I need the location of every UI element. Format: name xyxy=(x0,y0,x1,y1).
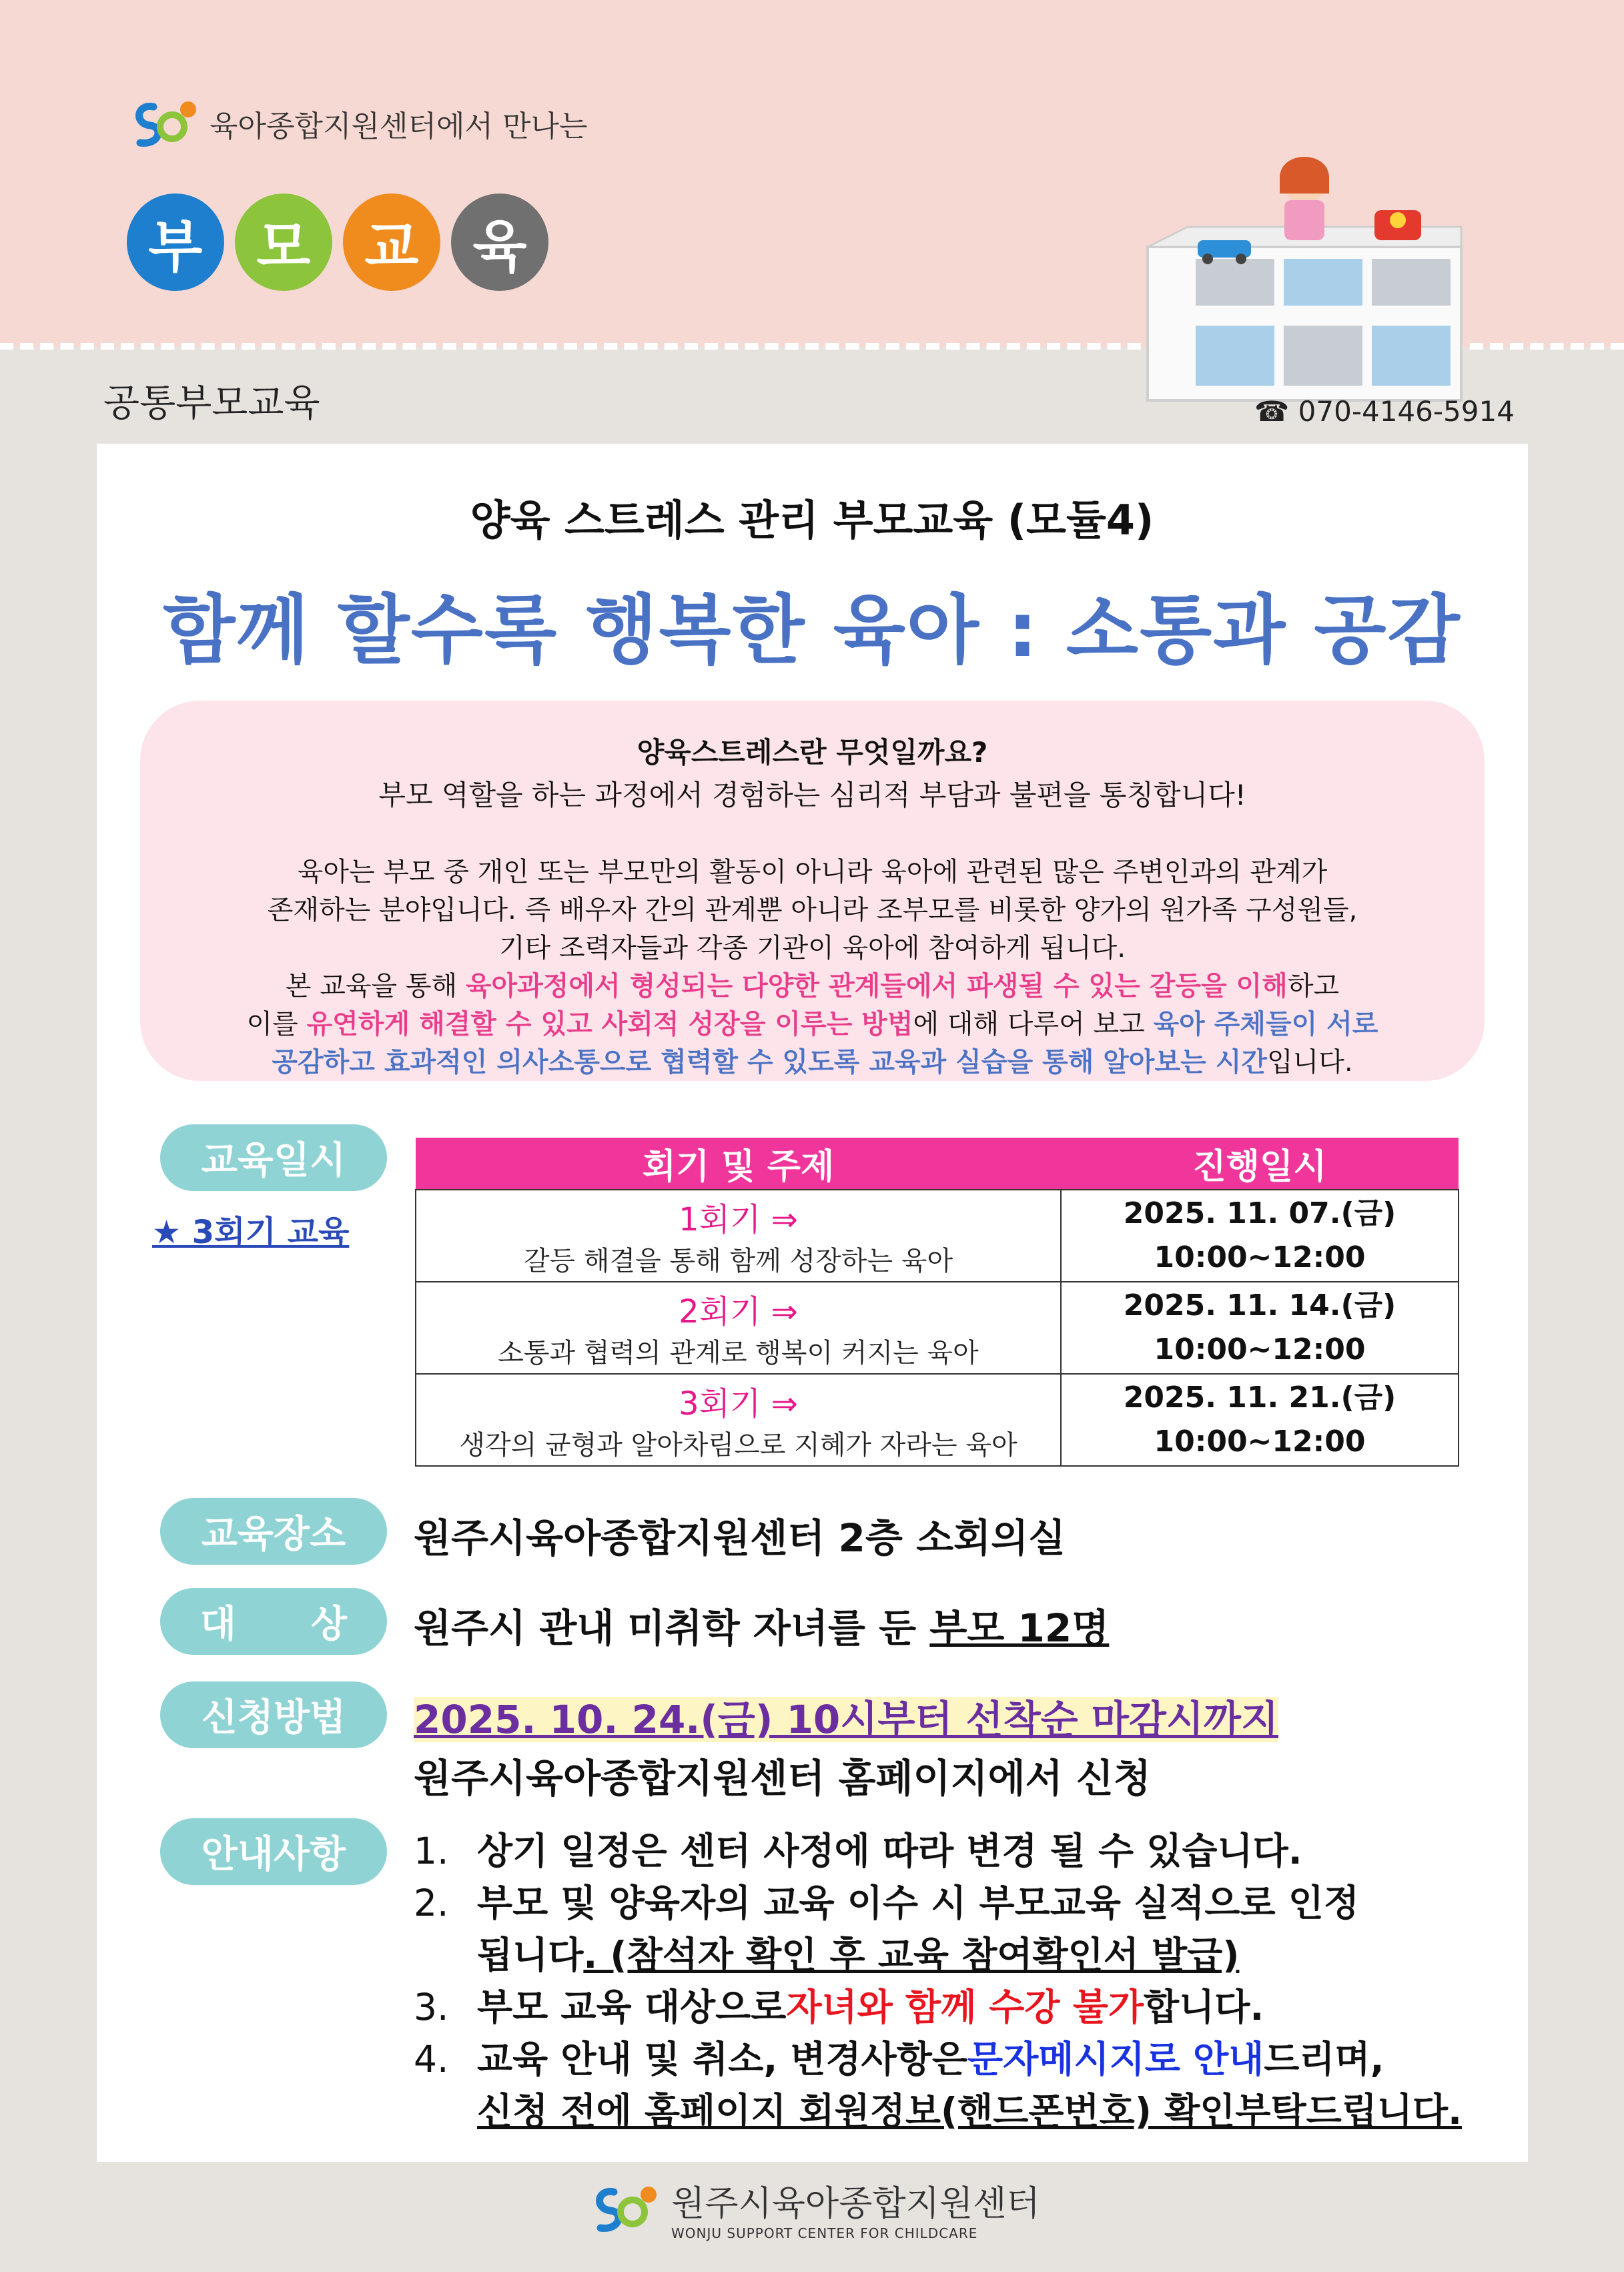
session-number: 3회기 ⇒ xyxy=(679,1385,798,1423)
session-time: 10:00~12:00 xyxy=(1154,1240,1366,1274)
session-cell xyxy=(416,1282,1061,1374)
place-value: 원주시육아종합지원센터 2층 소회의실 xyxy=(414,1515,1066,1561)
phone-number: ☎ 070-4146-5914 xyxy=(1254,395,1515,428)
sessions-note-link[interactable]: ★ 3회기 교육 xyxy=(152,1214,350,1251)
schedule-header-row xyxy=(416,1138,1459,1190)
intro-line-5: 이를 유연하게 해결할 수 있고 사회적 성장을 이루는 방법에 대해 다루어 보고 육아 주체들이 서로 xyxy=(246,1009,1378,1040)
session-date: 2025. 11. 14.(금) xyxy=(1123,1288,1396,1322)
session-cell xyxy=(416,1374,1061,1466)
schedule-table xyxy=(415,1138,1459,1467)
toy-shelf-illustration xyxy=(1134,140,1468,407)
session-topic: 생각의 균형과 알아차림으로 지혜가 자라는 육아 xyxy=(459,1430,1018,1461)
program-subtitle: 양육 스트레스 관리 부모교육 (모듈4) xyxy=(470,496,1154,544)
program-title: 함께 할수록 행복한 육아 : 소통과 공감 xyxy=(163,587,1461,674)
apply-line-2: 원주시육아종합지원센터 홈페이지에서 신청 xyxy=(414,1756,1151,1801)
session-time: 10:00~12:00 xyxy=(1154,1333,1366,1367)
brand xyxy=(127,93,588,153)
table-row xyxy=(416,1374,1459,1466)
list-item-cont: 신청 전에 홈페이지 회원정보(핸드폰번호) 확인부탁드립니다. xyxy=(477,2090,1463,2133)
category-label: 공통부모교육 xyxy=(103,382,320,425)
label-target: 대 상 xyxy=(160,1588,387,1655)
session-datetime-cell xyxy=(1061,1374,1459,1466)
target-value: 원주시 관내 미취학 자녀를 둔 부모 12명 xyxy=(414,1605,1110,1651)
footer xyxy=(587,2175,1040,2241)
list-item: 1. 상기 일정은 센터 사정에 따라 변경 될 수 있습니다. xyxy=(414,1830,1302,1872)
list-item-cont: 됩니다 . (참석자 확인 후 교육 참여확인서 발급) xyxy=(477,1934,1240,1976)
footer-center-name: 원주시육아종합지원센터 xyxy=(671,2184,1040,2224)
notice-list xyxy=(414,1825,1462,2137)
list-item: 2. 부모 및 양육자의 교육 이수 시 부모교육 실적으로 인정 xyxy=(414,1882,1360,1924)
session-time: 10:00~12:00 xyxy=(1154,1425,1366,1459)
session-date: 2025. 11. 07.(금) xyxy=(1123,1196,1396,1230)
center-logo-icon xyxy=(587,2179,661,2239)
intro-definition: 부모 역할을 하는 과정에서 경험하는 심리적 부담과 불편을 통칭합니다! xyxy=(378,779,1246,811)
session-datetime-cell xyxy=(1061,1282,1459,1374)
intro-paragraph xyxy=(140,853,1485,1082)
title-char-4: 육 xyxy=(451,194,548,291)
session-topic: 소통과 협력의 관계로 행복이 커지는 육아 xyxy=(498,1338,979,1369)
brand-text: 육아종합지원센터에서 만나는 xyxy=(210,109,588,143)
footer-center-name-en: WONJU SUPPORT CENTER FOR CHILDCARE xyxy=(671,2225,978,2241)
intro-line-2: 존재하는 분야입니다. 즉 배우자 간의 관계뿐 아니라 조부모를 비롯한 양가의 원가족 구성원들, xyxy=(267,895,1358,925)
apply-line-1: 2025. 10. 24.(금) 10시부터 선착순 마감시까지 xyxy=(414,1697,1278,1742)
label-notice: 안내사항 xyxy=(160,1818,387,1885)
table-row xyxy=(416,1190,1459,1282)
session-datetime-cell xyxy=(1061,1190,1459,1282)
title-char-1: 부 xyxy=(127,194,224,291)
intro-line-1: 육아는 부모 중 개인 또는 부모만의 활동이 아니라 육아에 관련된 많은 주변인과의 관계가 xyxy=(297,857,1328,887)
intro-line-3: 기타 조력자들과 각종 기관이 육아에 참여하게 됩니다. xyxy=(498,933,1126,964)
list-item: 4. 교육 안내 및 취소, 변경사항은 문자메시지로 안내 드리며, xyxy=(414,2038,1384,2080)
label-place: 교육장소 xyxy=(160,1498,387,1565)
intro-box xyxy=(140,701,1485,1081)
session-topic: 갈등 해결을 통해 함께 성장하는 육아 xyxy=(523,1246,953,1276)
intro-question: 양육스트레스란 무엇일까요? xyxy=(637,736,988,769)
session-cell xyxy=(416,1190,1061,1282)
intro-line-4: 본 교육을 통해 육아과정에서 형성되는 다양한 관계들에서 파생될 수 있는 갈등을 이해하고 xyxy=(285,971,1340,1002)
session-number: 1회기 ⇒ xyxy=(679,1201,798,1238)
program-title-badges xyxy=(127,194,548,291)
list-item: 3. 부모 교육 대상으로 자녀와 함께 수강 불가 합니다. xyxy=(414,1986,1264,2028)
label-date: 교육일시 xyxy=(160,1124,387,1191)
session-number: 2회기 ⇒ xyxy=(679,1293,798,1331)
title-char-3: 교 xyxy=(343,194,440,291)
schedule-header-topic: 회기 및 주제 xyxy=(416,1138,1061,1190)
table-row xyxy=(416,1282,1459,1374)
center-logo-icon xyxy=(127,93,200,153)
session-date: 2025. 11. 21.(금) xyxy=(1123,1381,1396,1415)
schedule-header-date: 진행일시 xyxy=(1061,1138,1459,1190)
title-char-2: 모 xyxy=(235,194,332,291)
label-apply: 신청방법 xyxy=(160,1681,387,1748)
intro-line-6: 공감하고 효과적인 의사소통으로 협력할 수 있도록 교육과 실습을 통해 알아보는 시간입니다. xyxy=(272,1047,1353,1078)
